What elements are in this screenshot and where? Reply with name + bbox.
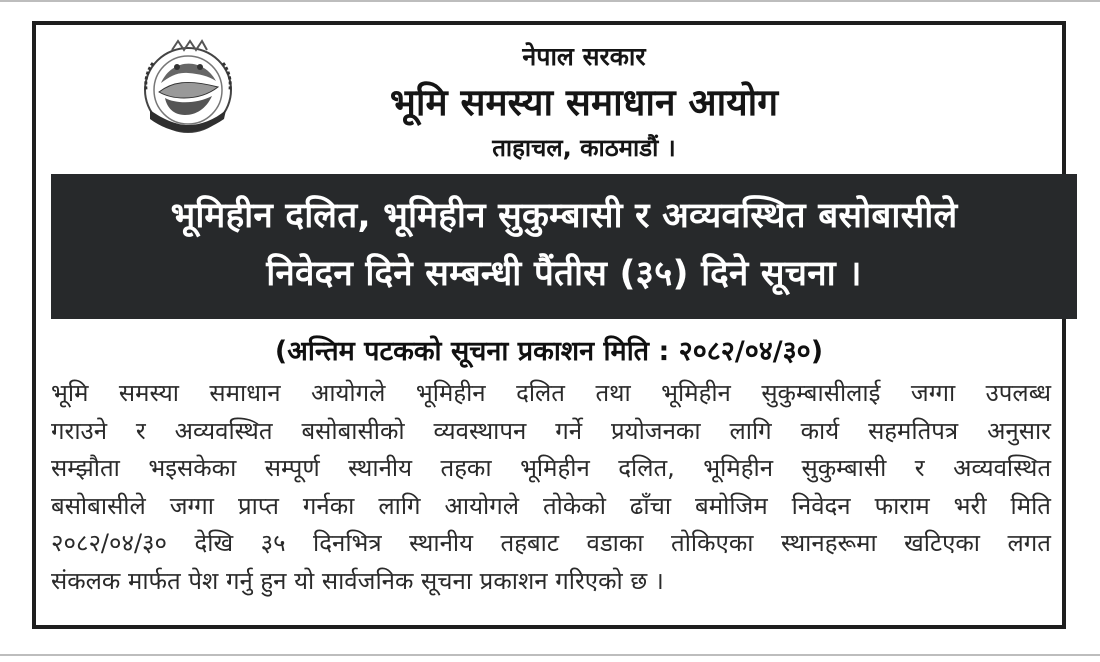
publication-date: (अन्तिम पटकको सूचना प्रकाशन मिति : २०८२/०४/३०) (274, 336, 824, 367)
notice-body-line-3: सम्झौता भइसकेका सम्पूर्ण स्थानीय तहका भूमिहीन दलित, भूमिहीन सुकुम्बासी र अव्यवस्थित (51, 454, 1051, 482)
bottom-page-border (0, 654, 1100, 656)
notice-title-band (51, 174, 1077, 319)
public-notice (32, 21, 1066, 629)
notice-body-line-4: बसोबासीले जग्गा प्राप्त गर्नका लागि आयोगले तोकेको ढाँचा बमोजिम निवेदन फाराम भरी मिति (51, 491, 1051, 520)
notice-body (51, 375, 1051, 600)
notice-title-line-2: निवेदन दिने सम्बन्धी पैंतीस (३५) दिने सूचना । (266, 254, 862, 294)
notice-body-line-6: संकलक मार्फत पेश गर्नु हुन यो सार्वजनिक सूचना प्रकाशन गरिएको छ । (51, 566, 664, 595)
organization-address: ताहाचल, काठमाडौं । (492, 134, 676, 162)
government-name: नेपाल सरकार (522, 42, 646, 71)
notice-body-line-5: २०८२/०४/३० देखि ३५ दिनभित्र स्थानीय तहबाट वडाका तोकिएका स्थानहरूमा खटिएका लगत (51, 529, 1051, 557)
organization-name: भूमि समस्या समाधान आयोग (389, 81, 779, 124)
notice-title-line-1: भूमिहीन दलित, भूमिहीन सुकुम्बासी र अव्यवस्थित बसोबासीले (170, 196, 958, 236)
notice-body-line-1: भूमि समस्या समाधान आयोगले भूमिहीन दलित तथा भूमिहीन सुकुम्बासीलाई जग्गा उपलब्ध (51, 379, 1051, 407)
notice-body-line-2: गराउने र अव्यवस्थित बसोबासीको व्यवस्थापन गर्ने प्रयोजनका लागि कार्य सहमतिपत्र अनुसार (51, 416, 1051, 445)
top-page-border (0, 0, 1100, 2)
